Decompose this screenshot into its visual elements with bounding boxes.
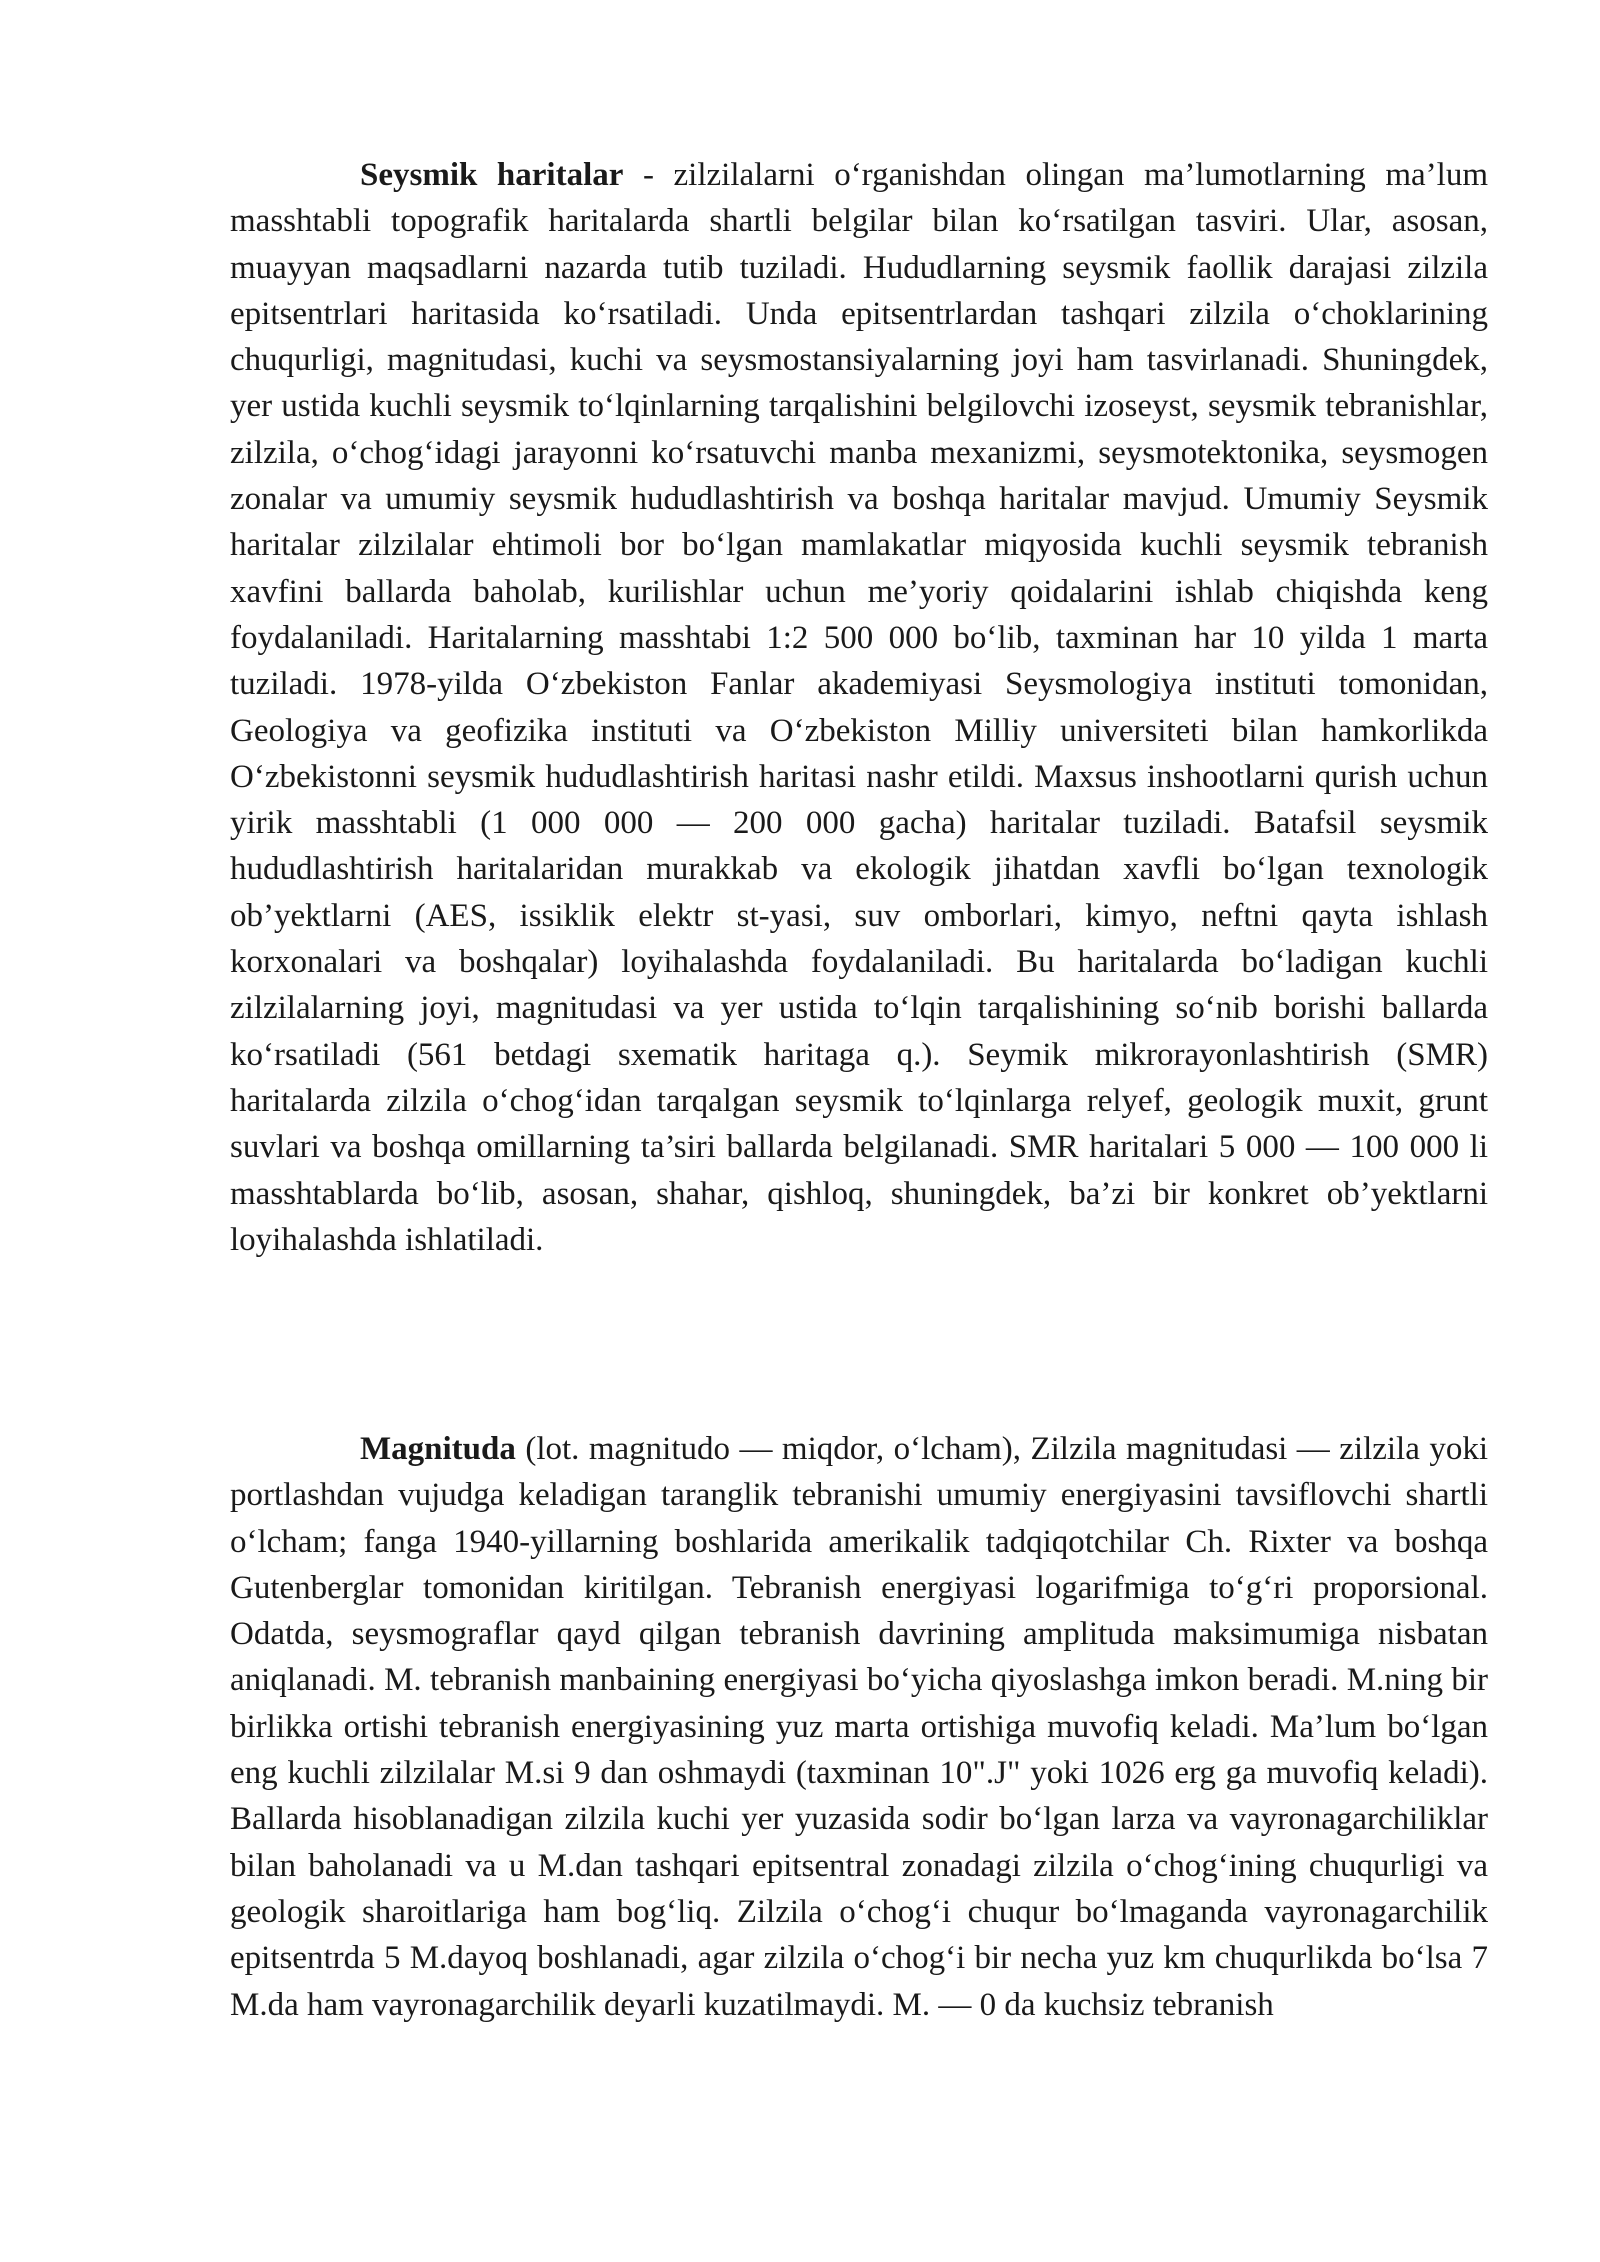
term-heading: Seysmik haritalar <box>360 157 624 193</box>
paragraph-seysmik-haritalar <box>230 152 1488 1263</box>
paragraph-magnituda <box>230 1426 1488 2028</box>
paragraph-text: - zilzilalarni o‘rganishdan olingan ma’lumotlarning ma’lum masshtabli topografik haritalarda shartli belgilar bilan ko‘rsatilgan tasviri. Ular, asosan, muayyan maqsadlarni nazarda tutib tuziladi. Hududlarning seysmik faollik darajasi zilzila epitsentrlari haritasida ko‘rsatiladi. Unda epitsentrlardan tashqari zilzila o‘choklarining chuqurligi, magnitudasi, kuchi va seysmostansiyalarning joyi ham tasvirlanadi. Shuningdek, yer ustida kuchli seysmik to‘lqinlarning tarqalishini belgilovchi izoseyst, seysmik tebranishlar, zilzila, o‘chog‘idagi jarayonni ko‘rsatuvchi manba mexanizmi, seysmotektonika, seysmogen zonalar va umumiy seysmik hududlashtirish va boshqa haritalar mavjud. Umumiy Seysmik haritalar zilzilalar ehtimoli bor bo‘lgan mamlakatlar miqyosida kuchli seysmik tebranish xavfini ballarda baholab, kurilishlar uchun me’yoriy qoidalarini ishlab chiqishda keng foydalaniladi. Haritalarning masshtabi 1:2 500 000 bo‘lib, taxminan har 10 yilda 1 marta tuziladi. 1978-yilda O‘zbekiston Fanlar akademiyasi Seysmologiya instituti tomonidan, Geologiya va geofizika instituti va O‘zbekiston Milliy universiteti bilan hamkorlikda O‘zbekistonni seysmik hududlashtirish haritasi nashr etildi. Maxsus inshootlarni qurish uchun yirik masshtabli (1 000 000 — 200 000 gacha) haritalar tuziladi. Batafsil seysmik hududlashtirish haritalaridan murakkab va ekologik jihatdan xavfli bo‘lgan texnologik ob’yektlarni (AES, issiklik elektr st-yasi, suv omborlari, kimyo, neftni qayta ishlash korxonalari va boshqalar) loyihalashda foydalaniladi. Bu haritalarda bo‘ladigan kuchli zilzilalarning joyi, magnitudasi va yer ustida to‘lqin tarqalishining so‘nib borishi ballarda ko‘rsatiladi (561 betdagi sxematik haritaga q.). Seymik mikrorayonlashtirish (SMR) haritalarda zilzila o‘chog‘idan tarqalgan seysmik to‘lqinlarga relyef, geologik muxit, grunt suvlari va boshqa omillarning ta’siri ballarda belgilanadi. SMR haritalari 5 000 — 100 000 li masshtablarda bo‘lib, asosan, shahar, qishloq, shuningdek, ba’zi bir konkret ob’yektlarni loyihalashda ishlatiladi. <box>230 157 1488 1258</box>
paragraph-body <box>230 1426 1488 2028</box>
paragraph-text: (lot. magnitudo — miqdor, o‘lcham), Zilzila magnitudasi — zilzila yoki portlashdan vujudga keladigan taranglik tebranishi umumiy energiyasini tavsiflovchi shartli o‘lcham; fanga 1940-yillarning boshlarida amerikalik tadqiqotchilar Ch. Rixter va boshqa Gutenberglar tomonidan kiritilgan. Tebranish energiyasi logarifmiga to‘g‘ri proporsional. Odatda, seysmograflar qayd qilgan tebranish davrining amplituda maksimumiga nisbatan aniqlanadi. M. tebranish manbaining energiyasi bo‘yicha qiyoslashga imkon beradi. M.ning bir birlikka ortishi tebranish energiyasining yuz marta ortishiga muvofiq keladi. Ma’lum bo‘lgan eng kuchli zilzilalar M.si 9 dan oshmaydi (taxminan 10".J" yoki 1026 erg ga muvofiq keladi). Ballarda hisoblanadigan zilzila kuchi yer yuzasida sodir bo‘lgan larza va vayronagarchiliklar bilan baholanadi va u M.dan tashqari epitsentral zonadagi zilzila o‘chog‘ining chuqurligi va geologik sharoitlariga ham bog‘liq. Zilzila o‘chog‘i chuqur bo‘lmaganda vayronagarchilik epitsentrda 5 M.dayoq boshlanadi, agar zilzila o‘chog‘i bir necha yuz km chuqurlikda bo‘lsa 7 M.da ham vayronagarchilik deyarli kuzatilmaydi. M. — 0 da kuchsiz tebranish <box>230 1431 1488 2023</box>
term-heading: Magnituda <box>360 1431 516 1467</box>
paragraph-body <box>230 152 1488 1263</box>
